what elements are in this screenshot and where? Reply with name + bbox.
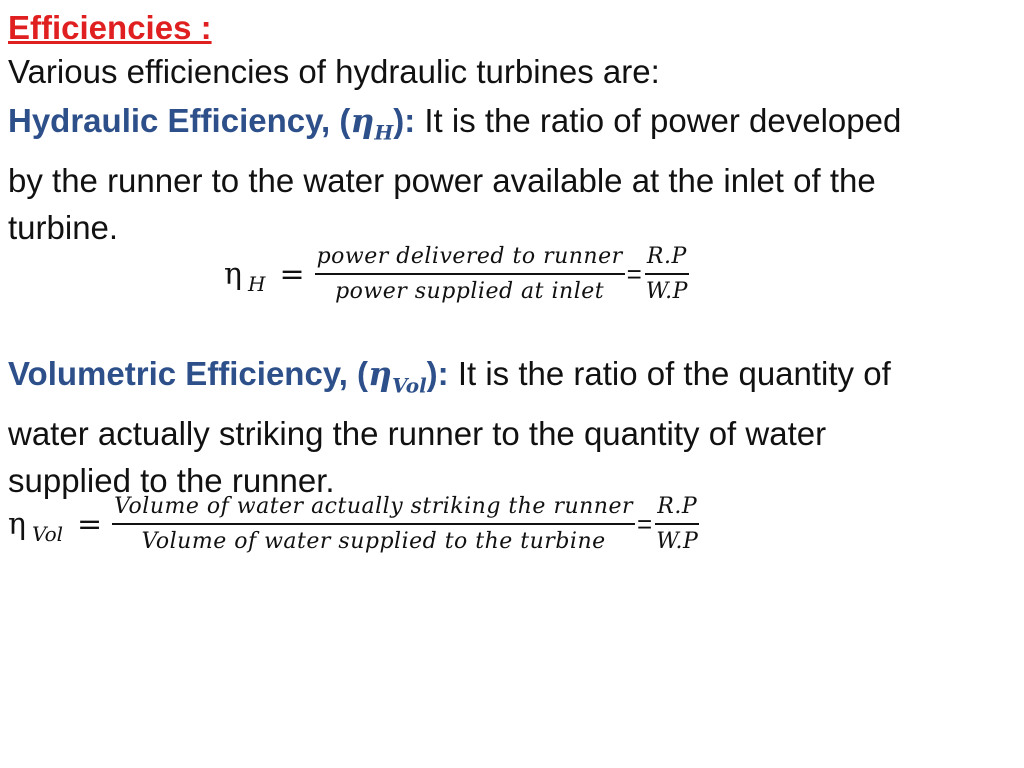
formula-fraction — [112, 494, 635, 554]
fraction2-numerator: R.P — [655, 494, 699, 525]
formula-eta: η — [8, 506, 26, 542]
fraction2-denominator: W.P — [645, 279, 688, 304]
hydraulic-symbol: $\eta_H$ — [350, 101, 394, 145]
volumetric-term-close: ): — [426, 355, 449, 392]
formula-eta: η — [224, 256, 242, 292]
fraction-numerator: Volume of water actually striking the runner — [112, 494, 635, 525]
fraction2-numerator: R.P — [645, 244, 689, 275]
volumetric-text-line3: supplied to the runner. — [8, 461, 335, 499]
volumetric-term: Volumetric Efficiency, ( — [8, 355, 369, 392]
volumetric-symbol: $\eta_{Vol}$ — [368, 354, 427, 398]
section-heading: Efficiencies : — [8, 9, 212, 46]
hydraulic-text-line1: It is the ratio of power developed — [415, 102, 902, 139]
volumetric-formula — [8, 494, 700, 554]
fraction-numerator: power delivered to runner — [315, 244, 625, 275]
hydraulic-formula — [224, 244, 690, 304]
formula-equals: = — [77, 506, 103, 542]
hydraulic-text-line3: turbine. — [8, 208, 119, 246]
formula-equals-2: = — [626, 258, 642, 289]
hydraulic-text-line2: by the runner to the water power available at the inlet of the — [8, 161, 876, 199]
formula-equals: = — [279, 256, 305, 292]
formula-fraction-2 — [654, 494, 700, 554]
formula-subscript: H — [247, 272, 266, 296]
intro-text: Various efficiencies of hydraulic turbines are: — [8, 53, 660, 90]
volumetric-paragraph — [8, 350, 1016, 504]
volumetric-text-line1: It is the ratio of the quantity of — [448, 355, 891, 392]
fraction2-denominator: W.P — [656, 529, 699, 554]
fraction-denominator: Volume of water supplied to the turbine — [141, 529, 606, 554]
volumetric-section — [8, 350, 1016, 504]
formula-fraction — [315, 244, 625, 304]
formula-subscript: Vol — [31, 522, 64, 546]
formula-equals-2: = — [637, 508, 653, 539]
formula-fraction-2 — [644, 244, 690, 304]
hydraulic-term-close: ): — [393, 102, 416, 139]
hydraulic-term: Hydraulic Efficiency, ( — [8, 102, 351, 139]
fraction-denominator: power supplied at inlet — [335, 279, 605, 304]
volumetric-text-line2: water actually striking the runner to the quantity of water — [8, 414, 827, 452]
slide-content — [8, 8, 1016, 251]
hydraulic-paragraph — [8, 97, 1016, 251]
